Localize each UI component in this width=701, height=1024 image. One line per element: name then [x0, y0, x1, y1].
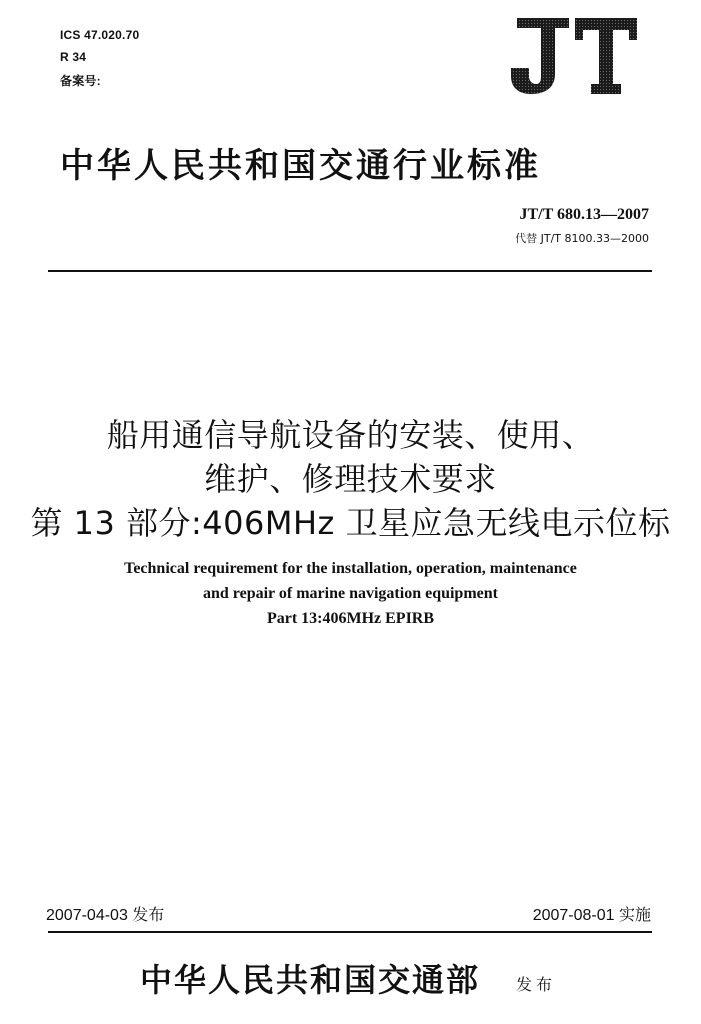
title-en-line-2: and repair of marine navigation equipment: [203, 585, 498, 602]
issuer-header: 中华人民共和国交通行业标准: [60, 146, 541, 186]
logo-text: JT: [509, 16, 510, 17]
issue-date: 2007-04-03 发布: [46, 907, 165, 924]
replaces-standard: 代替 JT/T 8100.33—2000: [515, 232, 649, 245]
implementation-date: 2007-08-01 实施: [532, 907, 651, 924]
standard-number: JT/T 680.13—2007: [519, 206, 649, 223]
footer-issuer: 中华人民共和国交通部: [140, 961, 481, 999]
title-cn-line-2: 维护、修理技术要求: [204, 460, 497, 498]
footer-rule: [48, 931, 652, 933]
filing-number-label: 备案号:: [60, 74, 101, 88]
header-rule: [48, 270, 652, 272]
title-en-line-1: Technical requirement for the installation, operation, maintenance: [124, 560, 577, 577]
title-cn-line-1: 船用通信导航设备的安装、使用、: [106, 416, 595, 454]
title-cn-line-3: 第 13 部分:406MHz 卫星应急无线电示位标: [30, 504, 671, 542]
title-en-line-3: Part 13:406MHz EPIRB: [266, 610, 435, 627]
footer-publish-label: 发布: [516, 975, 557, 994]
ics-code: ICS 47.020.70: [60, 28, 140, 42]
jt-logo: [509, 16, 639, 96]
classification-code: R 34: [60, 50, 87, 64]
